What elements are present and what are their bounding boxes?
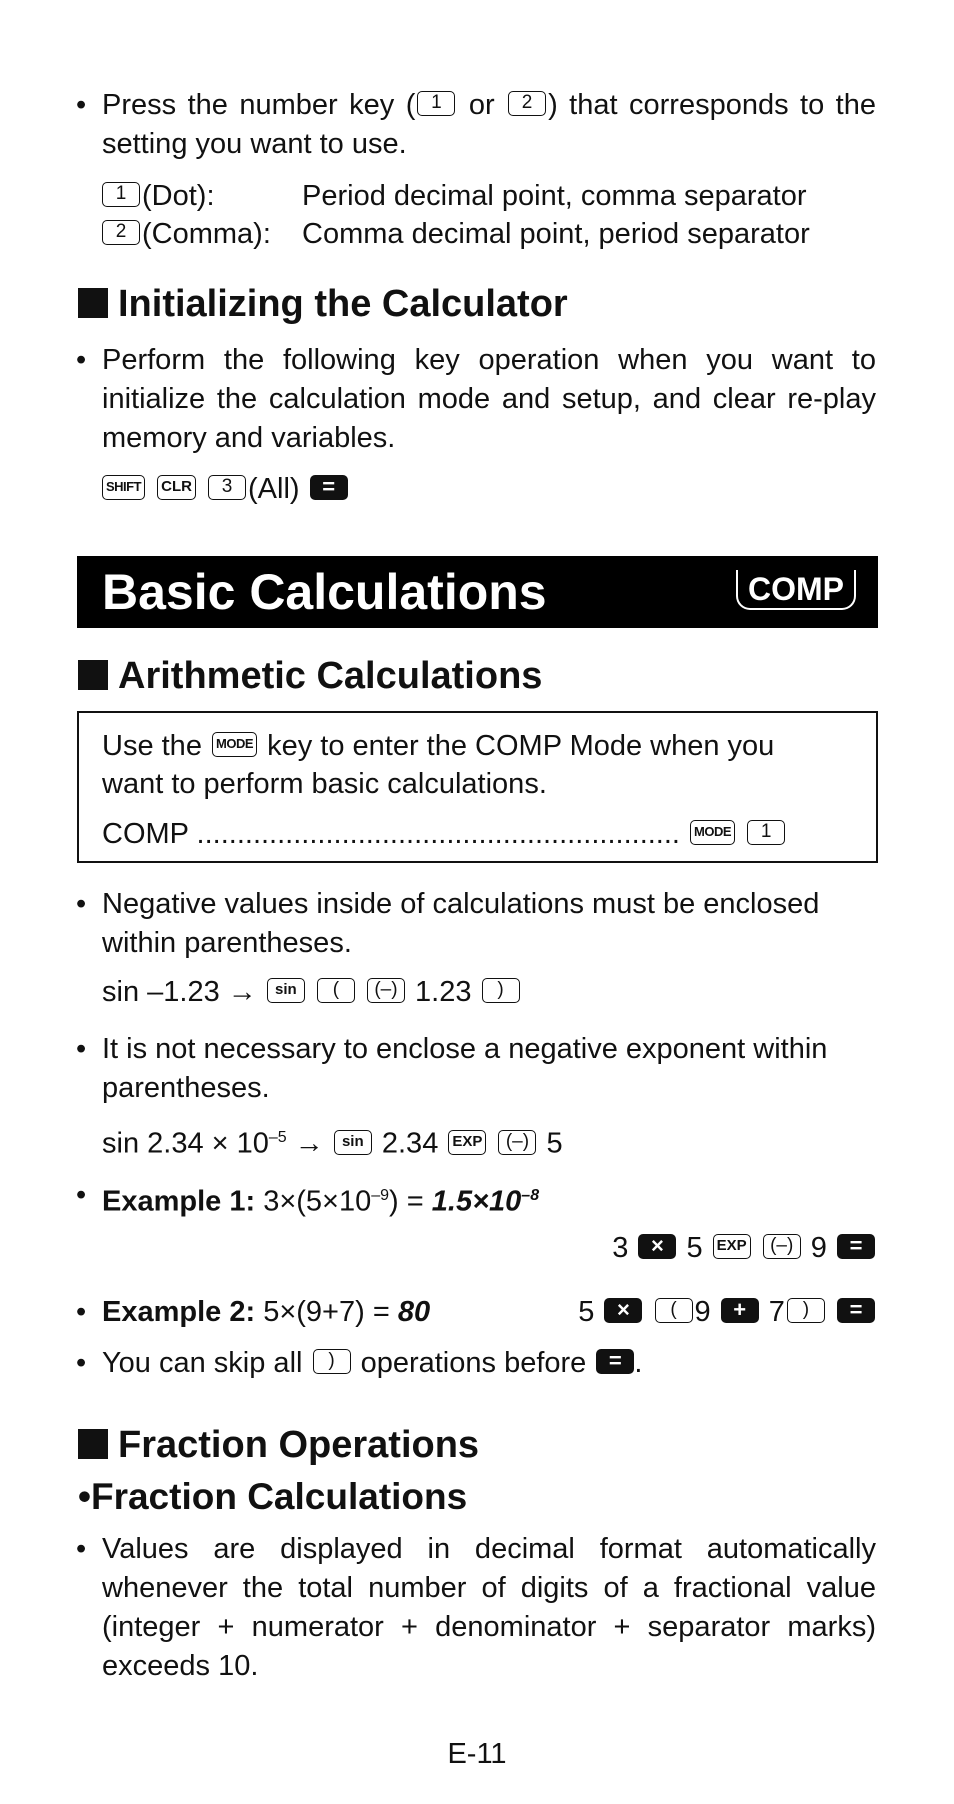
banner-title: Basic Calculations bbox=[102, 564, 547, 620]
rparen-key: ) bbox=[787, 1298, 825, 1323]
bullet-dot: • bbox=[76, 1347, 87, 1379]
rparen-key: ) bbox=[482, 978, 520, 1003]
all-label: (All) bbox=[248, 473, 300, 505]
heading-square-icon bbox=[78, 288, 108, 318]
bullet-dot: • bbox=[76, 1533, 87, 1565]
negative-key: (–) bbox=[498, 1130, 536, 1155]
key-1: 1 bbox=[102, 182, 140, 207]
bullet-dot: • bbox=[76, 89, 87, 121]
bullet-dot: • bbox=[76, 1033, 87, 1065]
comp-row: COMP ............................................................ MODE 1 bbox=[102, 815, 787, 854]
leader-dots: ............................................................ bbox=[196, 818, 680, 850]
option-dot-desc: Period decimal point, comma separator bbox=[302, 180, 807, 212]
comp-mode-badge: COMP bbox=[736, 570, 856, 610]
fraction-bullet: • Values are displayed in decimal format automatically whenever the total number of digits of a fractional value (integer + numerator + denominator + separator marks) exceeds 10. bbox=[76, 1530, 876, 1686]
mode-key: MODE bbox=[690, 820, 735, 845]
example1-result: 1.5 bbox=[431, 1185, 473, 1218]
exponent-example: $\sin 2.34 \times 10^{-5} \to \sin 2.34$ EXP (–) 5 bbox=[102, 1127, 563, 1160]
key-1: 1 bbox=[747, 820, 785, 845]
rparen-key: ) bbox=[313, 1349, 351, 1374]
times-key: × bbox=[604, 1298, 642, 1323]
key-3: 3 bbox=[208, 475, 246, 500]
example2-result: 80 bbox=[397, 1296, 431, 1328]
sin-key: sin bbox=[267, 978, 305, 1003]
clr-key: CLR bbox=[157, 475, 196, 500]
equals-key: = bbox=[310, 475, 348, 500]
example1-keys: 3 × 5 EXP (–) 9 = bbox=[612, 1229, 877, 1268]
example1: • Example 1: $3\times(5\times 10^{-9}) = 1.5\times 10^{-8}$ bbox=[76, 1176, 876, 1222]
times-key: × bbox=[638, 1234, 676, 1259]
option-dot-label: (Dot): bbox=[142, 180, 215, 212]
key-2: 2 bbox=[508, 91, 546, 116]
key-2: 2 bbox=[102, 220, 140, 245]
bullet-dot: • bbox=[78, 1476, 91, 1517]
setting-text-or: or bbox=[468, 89, 495, 121]
init-keys bbox=[102, 470, 350, 509]
option-dot-row bbox=[102, 177, 215, 216]
shift-key: SHIFT bbox=[102, 475, 145, 500]
lparen-key: ( bbox=[655, 1298, 693, 1323]
option-comma-desc: Comma decimal point, period separator bbox=[302, 218, 810, 250]
exponent-bullet: • It is not necessary to enclose a negative exponent within parentheses. bbox=[76, 1030, 876, 1108]
equals-key: = bbox=[596, 1349, 634, 1374]
setting-text-1: Press the number key ( bbox=[102, 89, 416, 121]
heading-square-icon bbox=[78, 660, 108, 690]
equals-key: = bbox=[837, 1298, 875, 1323]
exp-key: EXP bbox=[713, 1234, 751, 1259]
plus-key: + bbox=[721, 1298, 759, 1323]
init-heading: Initializing the Calculator bbox=[78, 282, 568, 326]
fraction-subheading: •Fraction Calculations bbox=[78, 1476, 468, 1517]
bullet-dot: • bbox=[76, 1179, 87, 1211]
example2-label: Example 2: bbox=[102, 1296, 256, 1328]
example2: • Example 2: 5×(9+7) = 80 bbox=[76, 1293, 876, 1332]
exp-key: EXP bbox=[448, 1130, 486, 1155]
page-number: E-11 bbox=[447, 1738, 507, 1770]
mode-key: MODE bbox=[212, 732, 257, 757]
negatives-example: sin –1.23 → sin ( (–) 1.23 ) bbox=[102, 973, 522, 1012]
lparen-key: ( bbox=[317, 978, 355, 1003]
bullet-dot: • bbox=[76, 344, 87, 376]
box-line-1: Use the MODE key to enter the COMP Mode when you bbox=[102, 730, 775, 762]
example1-label: Example 1: bbox=[102, 1185, 256, 1218]
sin-key: sin bbox=[334, 1130, 372, 1155]
example2-keys: 5 × ( 9 + 7 ) = bbox=[578, 1293, 877, 1332]
setting-text-2: ) that corresponds to the setting you want to use. bbox=[102, 89, 876, 160]
box-line-2: want to perform basic calculations. bbox=[102, 768, 547, 800]
arith-heading: Arithmetic Calculations bbox=[78, 654, 542, 698]
option-comma-label: (Comma): bbox=[142, 218, 271, 250]
skip-bullet: • You can skip all ) operations before = . bbox=[76, 1344, 876, 1383]
bullet-dot: • bbox=[76, 1296, 87, 1328]
section-banner bbox=[77, 556, 878, 628]
init-bullet: • Perform the following key operation when you want to initialize the calculation mode and setup, and clear re-play memory and variables. bbox=[76, 341, 876, 458]
fraction-heading: Fraction Operations bbox=[78, 1423, 479, 1467]
equals-key: = bbox=[837, 1234, 875, 1259]
option-comma-row bbox=[102, 215, 271, 254]
setting-bullet bbox=[76, 86, 876, 164]
negative-key: (–) bbox=[367, 978, 405, 1003]
bullet-dot: • bbox=[76, 888, 87, 920]
negative-key: (–) bbox=[763, 1234, 801, 1259]
negatives-bullet: • Negative values inside of calculations must be enclosed within parentheses. bbox=[76, 885, 876, 963]
heading-square-icon bbox=[78, 1429, 108, 1459]
key-1: 1 bbox=[417, 91, 455, 116]
